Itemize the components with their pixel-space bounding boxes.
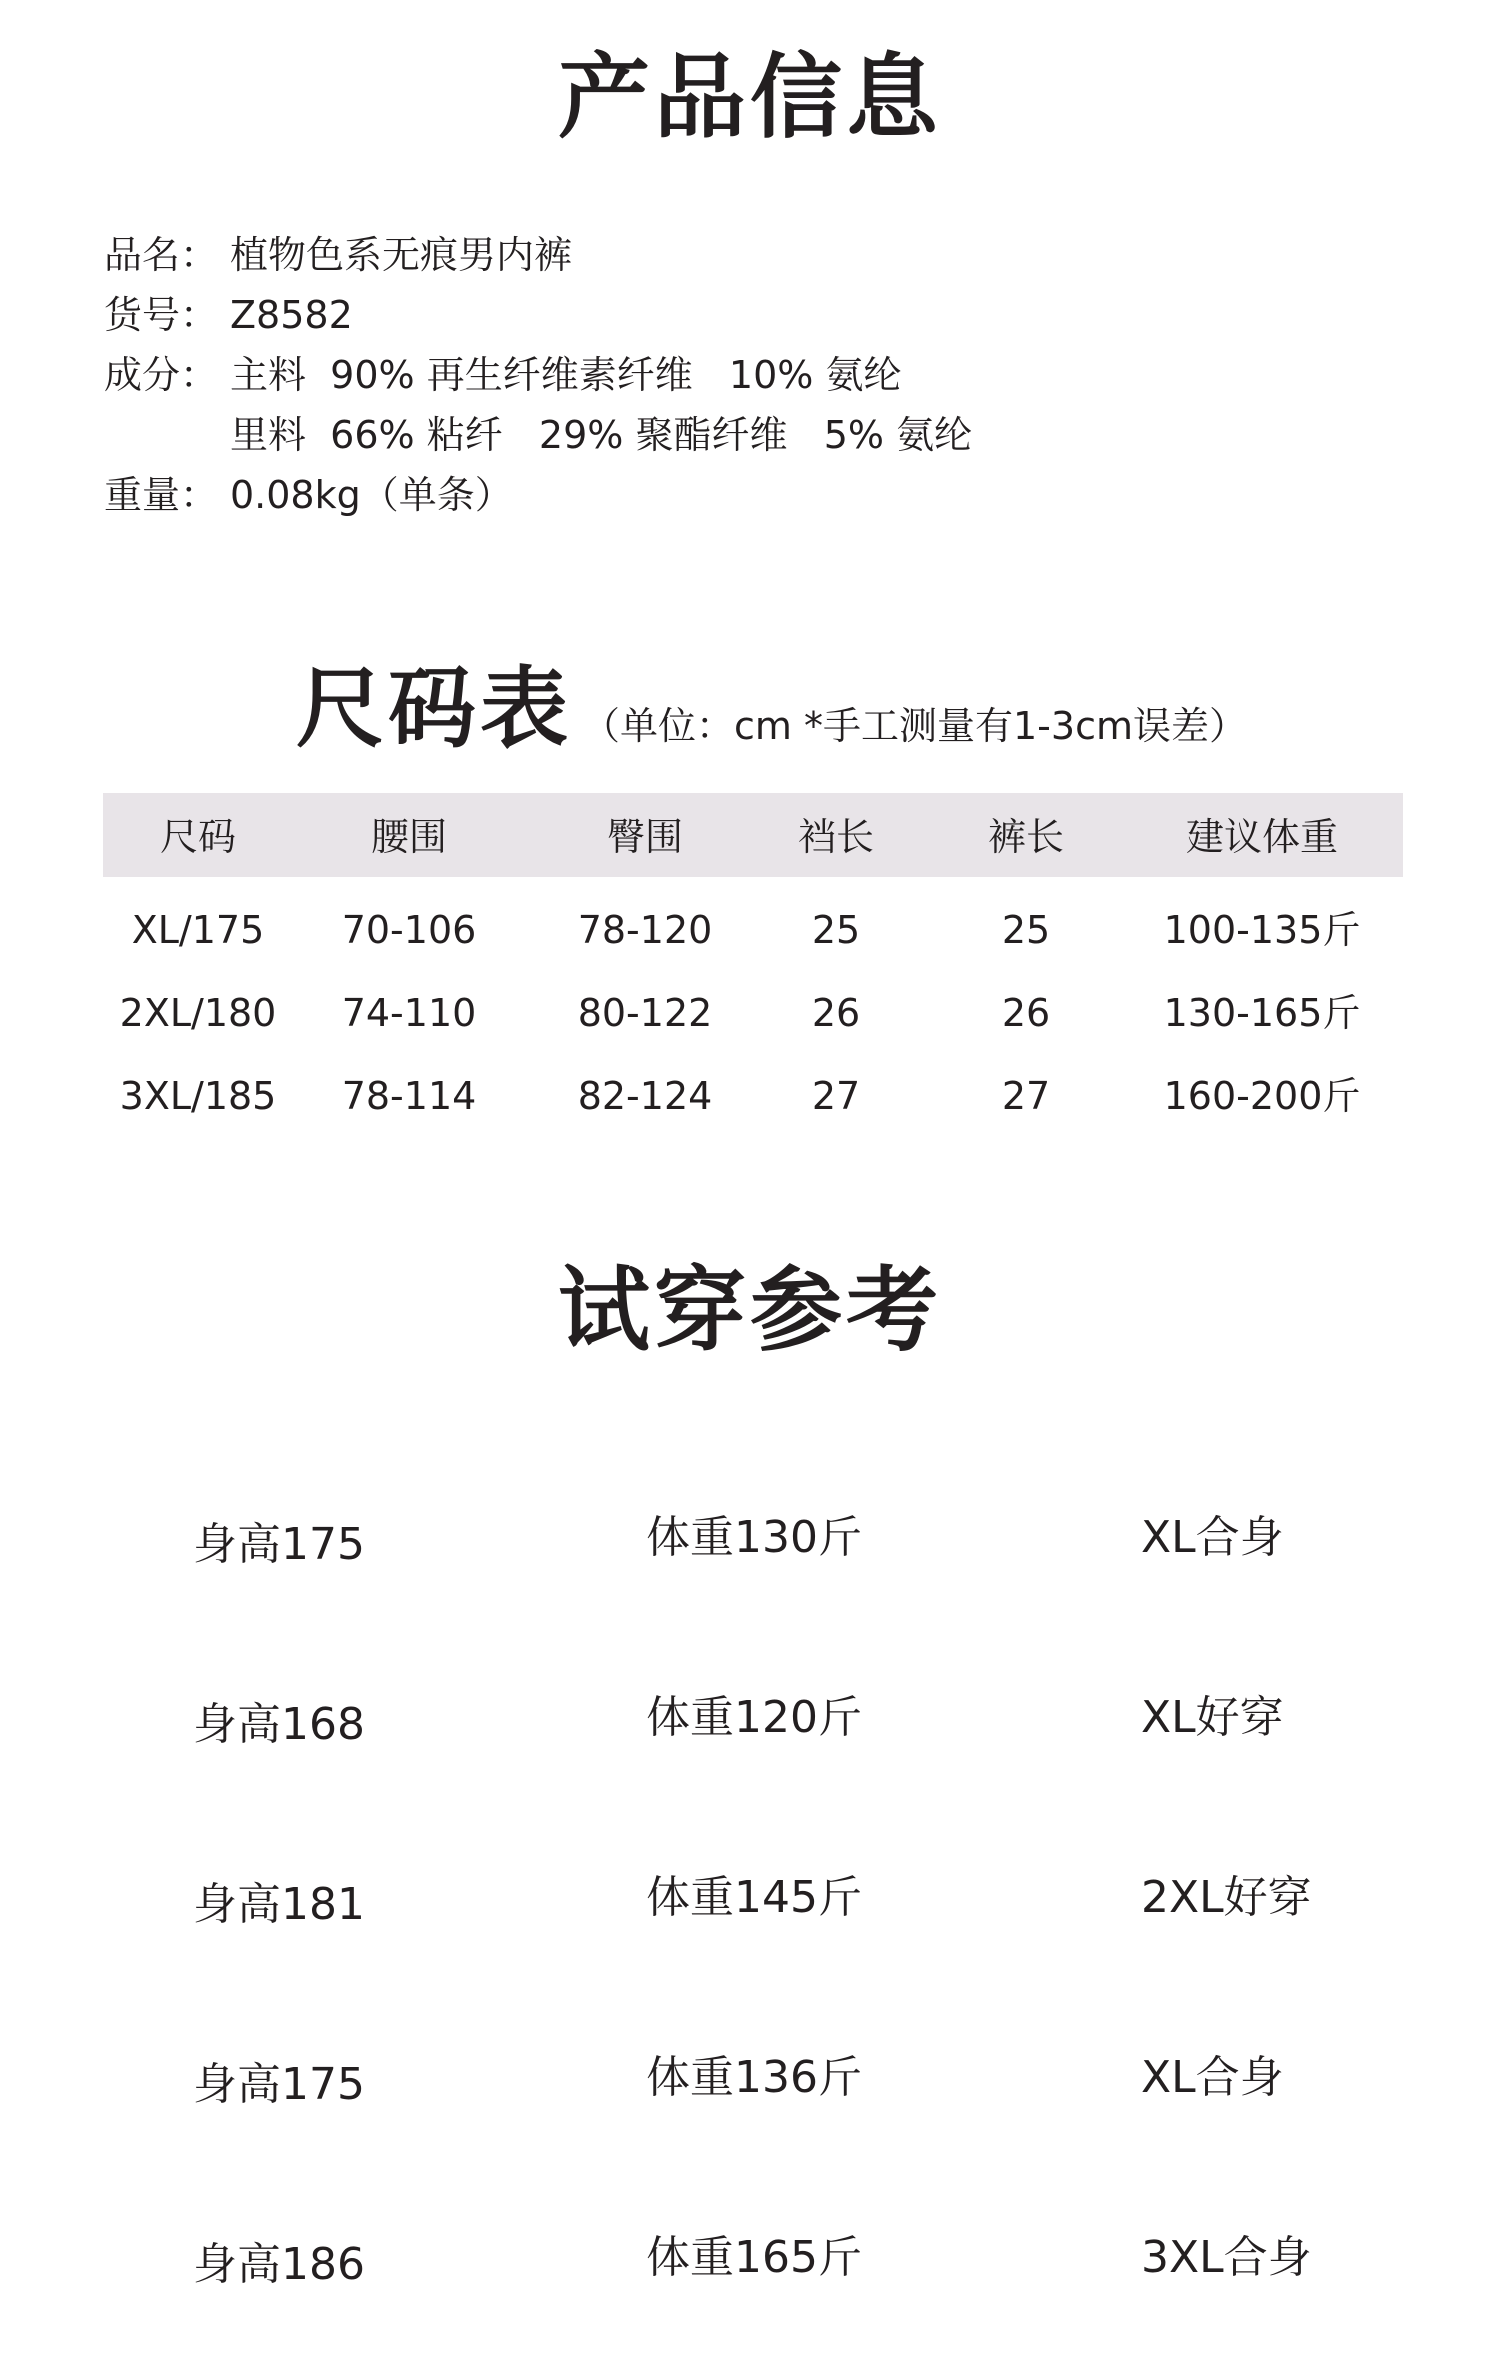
product-name-value: 植物色系无痕男内裤 [230, 233, 573, 277]
composition-label: 成分： [104, 353, 219, 397]
fit-height: 身高175 [193, 1519, 365, 1570]
product-info-list [104, 225, 972, 525]
fit-weight: 体重130斤 [646, 1512, 862, 1563]
composition-main-value: 主料 90% 再生纤维素纤维 10% 氨纶 [230, 353, 902, 397]
size-table-cell: 2XL/180 [119, 991, 277, 1035]
fit-result: 2XL好穿 [1141, 1872, 1312, 1923]
size-table-cell: 100-135斤 [1163, 908, 1361, 952]
item-number-value: Z8582 [230, 293, 353, 337]
size-table-cell: 160-200斤 [1163, 1074, 1361, 1118]
weight-label: 重量： [104, 473, 219, 517]
size-table-header: 尺码 [159, 815, 237, 859]
size-chart-title: 尺码表 [296, 657, 573, 760]
size-table-header: 臀围 [606, 815, 684, 859]
fit-weight: 体重165斤 [646, 2232, 862, 2283]
size-table-cell: 26 [811, 991, 861, 1035]
size-table-cell: 78-120 [577, 908, 713, 952]
fit-result-column [1141, 1388, 1312, 2348]
fit-weight-column [646, 1388, 862, 2348]
composition-row [104, 345, 972, 405]
size-chart-unit-note: （单位：cm *手工测量有1-3cm误差） [582, 704, 1247, 748]
size-table-cell: 70-106 [341, 908, 477, 952]
size-table-cell: 27 [1001, 1074, 1051, 1118]
item-number-row [104, 285, 972, 345]
fit-height: 身高175 [193, 2059, 365, 2110]
composition-lining-row [104, 405, 972, 465]
fit-height: 身高186 [193, 2239, 365, 2290]
size-table-cell: 130-165斤 [1163, 991, 1361, 1035]
weight-row [104, 465, 972, 525]
size-table-header: 腰围 [370, 815, 448, 859]
fit-height: 身高168 [193, 1699, 365, 1750]
size-table-header: 裆长 [797, 815, 875, 859]
size-table-cell: 82-124 [577, 1074, 713, 1118]
fit-height-column [193, 1395, 365, 2355]
product-name-row [104, 225, 972, 285]
size-table-cell: 25 [811, 908, 861, 952]
size-table-cell: 74-110 [341, 991, 477, 1035]
size-table-cell: 25 [1001, 908, 1051, 952]
size-table-cell: 26 [1001, 991, 1051, 1035]
fit-height: 身高181 [193, 1879, 365, 1930]
size-table-header: 裤长 [987, 815, 1065, 859]
fit-result: 3XL合身 [1141, 2232, 1312, 2283]
fit-weight: 体重145斤 [646, 1872, 862, 1923]
product-info-title: 产品信息 [557, 44, 942, 151]
product-name-label: 品名： [104, 233, 219, 277]
fit-weight: 体重120斤 [646, 1692, 862, 1743]
size-table-cell: 78-114 [341, 1074, 477, 1118]
size-table-cell: 80-122 [577, 991, 713, 1035]
size-chart-heading [296, 657, 1247, 760]
fit-result: XL合身 [1141, 1512, 1284, 1563]
size-table-cell: 27 [811, 1074, 861, 1118]
fit-weight: 体重136斤 [646, 2052, 862, 2103]
size-table-header: 建议体重 [1185, 815, 1339, 859]
size-table-cell: XL/175 [131, 908, 265, 952]
weight-value: 0.08kg（单条） [230, 473, 513, 517]
size-table-cell: 3XL/185 [119, 1074, 277, 1118]
fit-result: XL好穿 [1141, 1692, 1284, 1743]
fit-reference-title: 试穿参考 [557, 1257, 942, 1364]
item-number-label: 货号： [104, 293, 219, 337]
composition-lining-value: 里料 66% 粘纤 29% 聚酯纤维 5% 氨纶 [230, 413, 973, 457]
composition-lining-label [104, 405, 230, 465]
fit-result: XL合身 [1141, 2052, 1284, 2103]
